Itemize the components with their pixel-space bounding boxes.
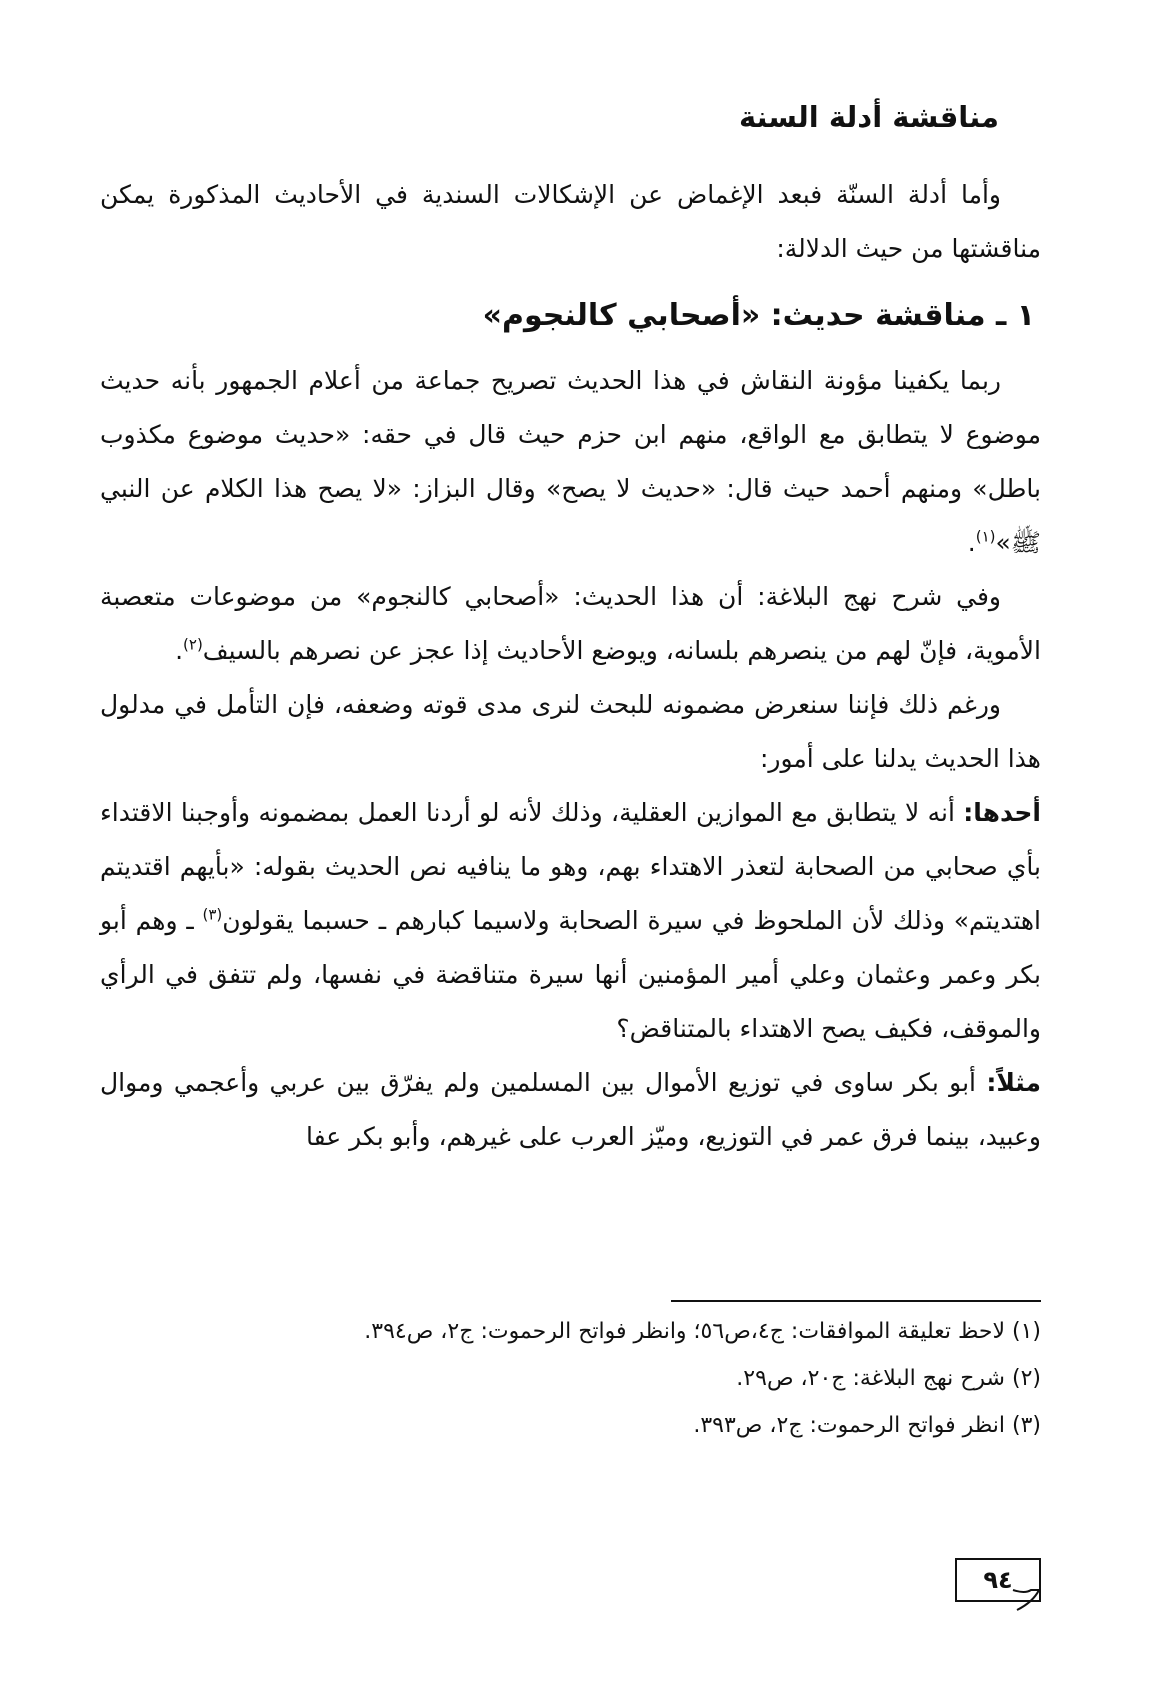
footnote-3: (٣) انظر فواتح الرحموت: ج٢، ص٣٩٣. [693,1413,1041,1438]
paragraph-4-text-a: أنه لا يتطابق مع الموازين العقلية، وذلك لأنه لو أردنا العمل بمضمونه وأوجبنا الاقتداء بأي صحابي من الصحابة لتعذر الاهتداء بهم، وهو ما ينافيه نص الحديث بقوله: «بأيهم اقتديتم اهتديتم» وذلك لأن الملحوظ في سيرة الصحابة ولاسيما كبارهم ـ حسبما يقولون [100,798,1041,935]
paragraph-4-lead: أحدها: [963,798,1041,827]
paragraph-2-text: وفي شرح نهج البلاغة: أن هذا الحديث: «أصحابي كالنجوم» من موضوعات متعصبة الأموية، فإنّ لهم من ينصرهم بلسانه، ويوضع الأحاديث إذا عجز عن نصرهم بالسيف [100,582,1041,665]
section-heading [100,288,1041,344]
footnote-ref-3[interactable]: (٣) [202,905,223,924]
paragraph-1 [100,354,1041,570]
page-curl-icon [1011,1588,1041,1612]
footnote-1: (١) لاحظ تعليقة الموافقات: ج٤،ص٥٦؛ وانظر فواتح الرحموت: ج٢، ص٣٩٤. [364,1319,1041,1344]
running-head: مناقشة أدلة السنة [738,100,999,134]
paragraph-4 [100,786,1041,1056]
footnote-ref-1[interactable]: (١) [975,527,996,546]
footnote-2: (٢) شرح نهج البلاغة: ج٢٠، ص٢٩. [736,1366,1041,1391]
paragraph-3: ورغم ذلك فإننا سنعرض مضمونه للبحث لنرى مدى قوته وضعفه، فإن التأمل في مدلول هذا الحديث يدلنا على أمور: [100,690,1041,773]
footnotes [200,1308,1041,1449]
footnote-separator [671,1300,1041,1302]
paragraph-1-text: ربما يكفينا مؤونة النقاش في هذا الحديث تصريح جماعة من أعلام الجمهور بأنه حديث موضوع لا يتطابق مع الواقع، منهم ابن حزم حيث قال في حقه: «حديث موضوع مكذوب باطل» ومنهم أحمد حيث قال: «حديث لا يصح» وقال البزاز: «لا يصح هذا الكلام عن النبي ﷺ» [100,366,1041,557]
paragraph-2-end: . [175,636,184,665]
page-number: ٩٤ [955,1558,1041,1602]
main-text [100,168,1041,1164]
paragraph-5-lead: مثلاً: [986,1068,1041,1097]
intro-paragraph: وأما أدلة السنّة فبعد الإغماض عن الإشكالات السندية في الأحاديث المذكورة يمكن مناقشتها من حيث الدلالة: [100,180,1041,263]
paragraph-1-end: . [967,528,976,557]
paragraph-2 [100,570,1041,678]
paragraph-5-text: أبو بكر ساوى في توزيع الأموال بين المسلمين ولم يفرّق بين عربي وأعجمي وموال وعبيد، بينما فرق عمر في التوزيع، وميّز العرب على غيرهم، وأبو بكر عفا [100,1068,1041,1151]
paragraph-5 [100,1056,1041,1164]
section-heading-prefix: ١ ـ مناقشة حديث: [760,298,1035,333]
footnote-ref-2[interactable]: (٢) [183,635,203,654]
paragraph-4-text-b: ـ وهم أبو بكر وعمر وعثمان وعلي أمير المؤمنين أنها سيرة متناقضة في نفسها، ولم تتفق في الرأي والموقف، فكيف يصح الاهتداء بالمتناقض؟ [100,906,1041,1043]
section-heading-quote: «أصحابي كالنجوم» [482,298,761,333]
